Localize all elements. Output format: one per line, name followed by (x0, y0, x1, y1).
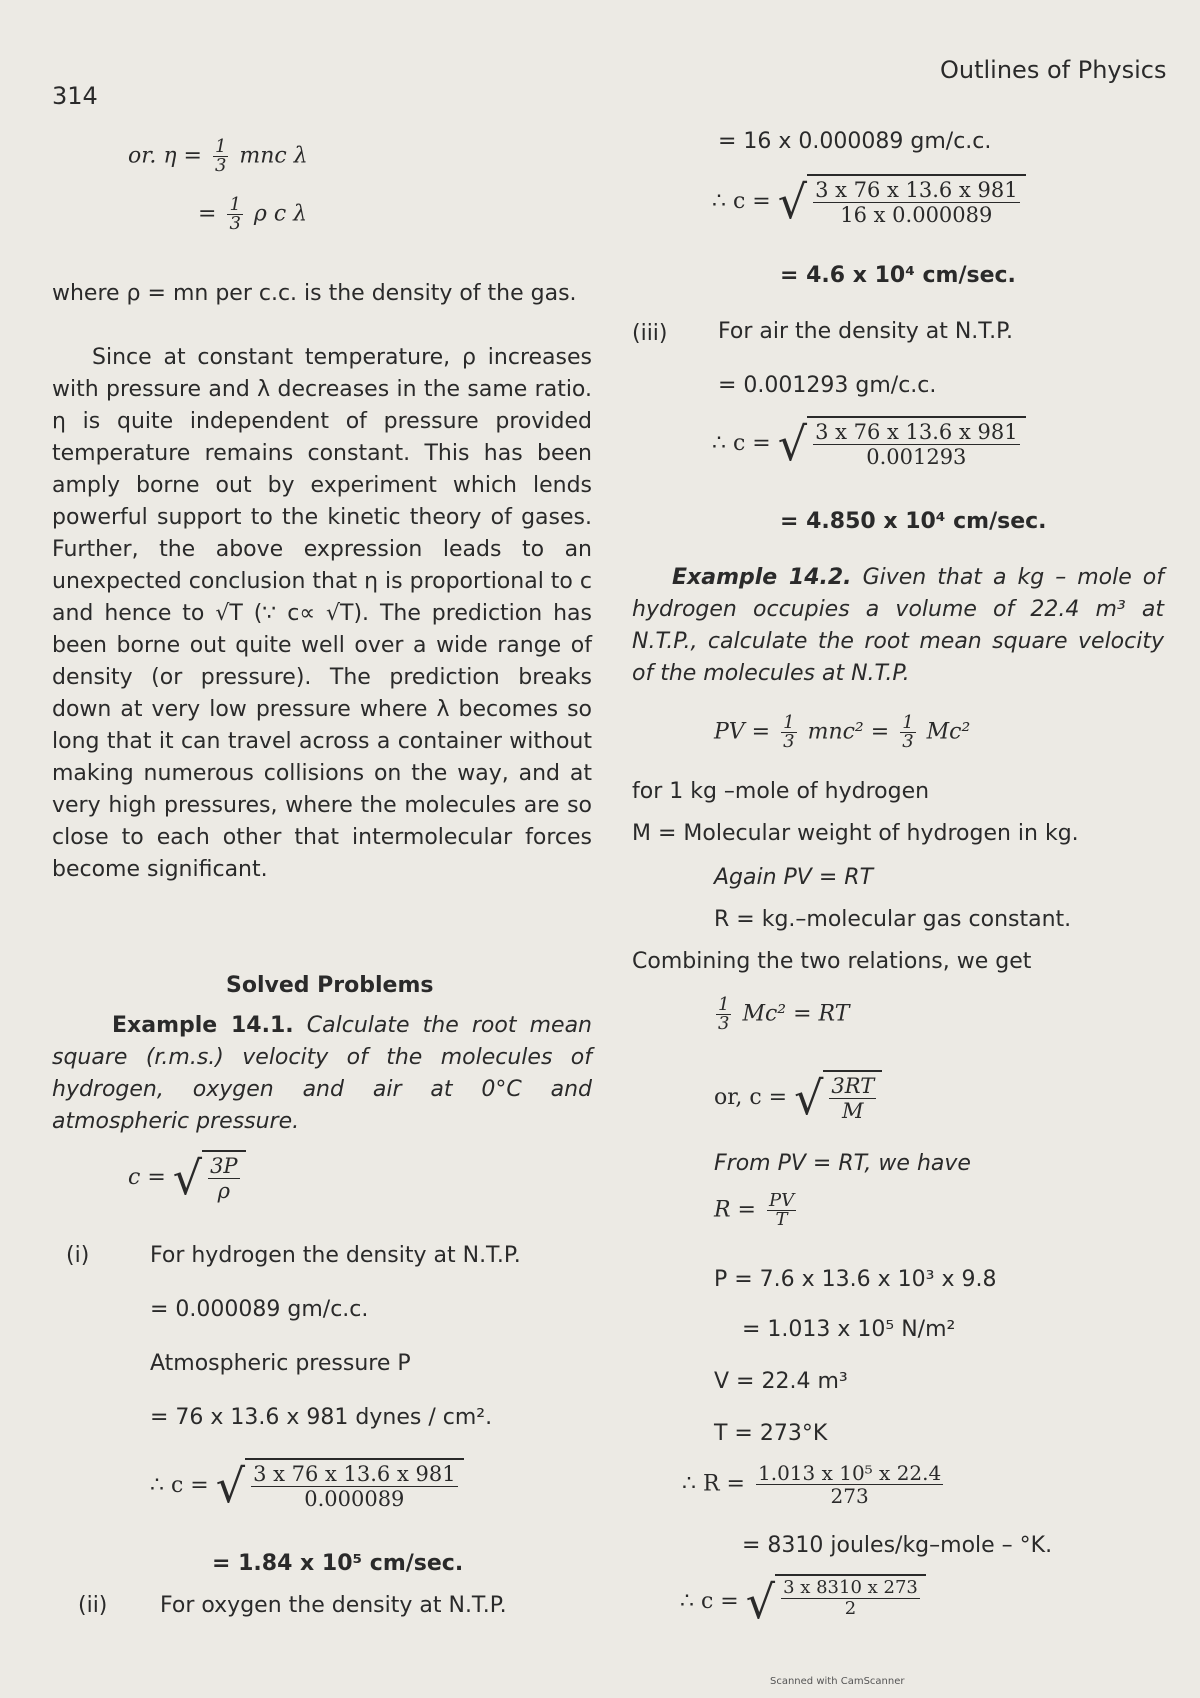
result-oxygen: = 4.6 x 10⁴ cm/sec. (780, 263, 1016, 288)
fraction-one-third: $\frac{1}{3}$ (902, 712, 914, 752)
fraction-r (756, 1462, 943, 1507)
item-text-iii: For air the density at N.T.P. (718, 319, 1013, 344)
volume-value: V = 22.4 m³ (714, 1369, 848, 1394)
radical: √ $\frac{3 x 76 x 13.6 x 981}{0.001293}$ (778, 416, 1026, 472)
equation-c-oxygen (712, 174, 1026, 230)
radical-num: 3 x 76 x 13.6 x 981 (815, 178, 1018, 202)
example-14-2 (632, 562, 1164, 690)
paragraph-density: where ρ = mn per c.c. is the density of the gas. (52, 281, 577, 306)
page-number: 314 (52, 82, 98, 110)
equation-r-pv-t (714, 1192, 800, 1229)
again-pv-rt: Again PV = RT (714, 865, 874, 890)
eq-lhs: ∴ c = (680, 1589, 739, 1614)
from-pv-rt: From PV = RT, we have (714, 1151, 971, 1176)
fraction-one-third: $\frac{1}{3}$ (718, 994, 730, 1034)
frac-num: 1.013 x 10⁵ x 22.4 (757, 1461, 942, 1485)
pressure-value-si: = 1.013 x 10⁵ N/m² (742, 1317, 956, 1342)
frac-den: T (775, 1209, 788, 1230)
frac-den: 273 (830, 1484, 869, 1508)
molecular-weight-definition: M = Molecular weight of hydrogen in kg. (632, 821, 1079, 846)
radical: √ $\frac{3RT}{M}$ (794, 1070, 882, 1126)
atm-pressure-label: Atmospheric pressure P (150, 1351, 411, 1376)
fraction-pv-t (767, 1192, 796, 1229)
example-14-1 (52, 1010, 592, 1138)
gas-constant-result: = 8310 joules/kg–mole – °K. (742, 1533, 1053, 1558)
radical-num: 3P (210, 1154, 238, 1178)
equation-mc2-rt (712, 996, 849, 1033)
equation-pv (714, 714, 970, 751)
eq-lhs: ∴ c = (712, 189, 771, 214)
eq-lhs: ∴ R = (682, 1471, 745, 1497)
hydrogen-density: = 0.000089 gm/c.c. (150, 1297, 369, 1322)
equation-c-final (680, 1574, 926, 1630)
item-label-ii: (ii) (78, 1593, 108, 1618)
radical-den: 16 x 0.000089 (840, 203, 993, 227)
radical-num: 3RT (831, 1074, 875, 1098)
eq-eta-1-lhs: or. η = (128, 143, 202, 169)
radical-num: 3 x 76 x 13.6 x 981 (815, 420, 1018, 444)
item-label-iii: (iii) (632, 321, 668, 346)
formula-rms (128, 1150, 246, 1206)
item-text-i: For hydrogen the density at N.T.P. (150, 1243, 521, 1268)
temperature-value: T = 273°K (714, 1421, 828, 1446)
eq-rhs: Mc² (926, 719, 971, 745)
fraction-one-third (213, 138, 228, 175)
example-label: Example 14.2. (672, 565, 852, 590)
eq-mid: mnc² = (807, 719, 890, 745)
eq-lhs: ∴ c = (150, 1473, 209, 1498)
eq-eta-2-eq: = (198, 201, 217, 227)
eq-lhs: R = (714, 1197, 756, 1223)
radical-den: 0.001293 (866, 445, 967, 469)
example-label: Example 14.1. (112, 1013, 294, 1038)
scanner-footer: Scanned with CamScanner (770, 1676, 905, 1687)
example-text: Given that a kg – mole of hydrogen occupies a volume of 22.4 m³ at N.T.P., calculate the root mean square velocity of the molecules at N.T.P. (632, 565, 1164, 686)
eq-eta-2-rhs: ρ c λ (253, 201, 308, 227)
paragraph-viscosity: Since at constant temperature, ρ increases with pressure and λ decreases in the same ratio. η is quite independent of pressure provided temperature remains constant. This has been amply borne out by experiment which lends powerful support to the kinetic theory of gases. Further, the above expression leads to an unexpected conclusion that η is proportional to c and hence to √T (∵ c∝ √T). The prediction has been borne out quite well over a wide range of density (or pressure). The prediction breaks down at very low pressure where λ becomes so long that it can travel across a container without making numerous collisions on the way, and at very high pressures, where the molecules are so close to each other that intermolecular forces become significant. (52, 345, 592, 882)
equation-c-air (712, 416, 1026, 472)
for-one-kg-mole: for 1 kg –mole of hydrogen (632, 779, 930, 804)
radical: √ $\frac{3 x 76 x 13.6 x 981}{0.000089}$ (216, 1458, 464, 1514)
running-title: Outlines of Physics (940, 56, 1167, 84)
pressure-value: P = 7.6 x 13.6 x 10³ x 9.8 (714, 1267, 997, 1292)
radical: √ $\frac{3 x 8310 x 273}{2}$ (746, 1574, 926, 1630)
result-air: = 4.850 x 10⁴ cm/sec. (780, 509, 1047, 534)
eq-body: Mc² = RT (742, 1001, 850, 1027)
radical: √ $\frac{3 x 76 x 13.6 x 981}{16 x 0.000089}$ (778, 174, 1026, 230)
radical: √ $\frac{3P}{\rho}$ (173, 1150, 246, 1206)
air-density: = 0.001293 gm/c.c. (718, 373, 937, 398)
equation-r-value (682, 1462, 947, 1507)
eq-lhs: PV = (714, 719, 771, 745)
combining-relations: Combining the two relations, we get (632, 949, 1032, 974)
fraction-one-third: $\frac{1}{3}$ (783, 712, 795, 752)
radical-den: 0.000089 (304, 1487, 405, 1511)
radical-den: M (842, 1099, 864, 1123)
eq-lhs: ∴ c = (712, 431, 771, 456)
eq-lhs: or, c = (714, 1085, 788, 1110)
radical-den: 2 (844, 1598, 857, 1619)
example-text: Calculate the root mean square (r.m.s.) velocity of the molecules of hydrogen, oxygen and air at 0°C and atmospheric pressure. (52, 1013, 592, 1134)
fraction-one-third (227, 196, 242, 233)
radical-den: ρ (217, 1179, 230, 1203)
radical-num: 3 x 8310 x 273 (783, 1577, 918, 1598)
frac-den: 3 (214, 155, 227, 176)
radical-num: 3 x 76 x 13.6 x 981 (253, 1462, 456, 1486)
oxygen-density: = 16 x 0.000089 gm/c.c. (718, 129, 992, 154)
eq-eta-1-rhs: mnc λ (239, 143, 308, 169)
eq-eta-1 (128, 138, 308, 175)
gas-constant-definition: R = kg.–molecular gas constant. (714, 907, 1072, 932)
frac-num: 1 (214, 136, 227, 157)
eq-eta-2 (198, 196, 307, 233)
atm-pressure-value: = 76 x 13.6 x 981 dynes / cm². (150, 1405, 493, 1430)
equation-c-hydrogen (150, 1458, 464, 1514)
item-text-ii: For oxygen the density at N.T.P. (160, 1593, 507, 1618)
equation-c-3rt-m (714, 1070, 882, 1126)
section-heading-solved-problems: Solved Problems (226, 973, 434, 998)
frac-den: 3 (229, 213, 241, 234)
result-hydrogen: = 1.84 x 10⁵ cm/sec. (212, 1551, 464, 1576)
frac-num: PV (769, 1190, 795, 1211)
frac-num: 1 (229, 194, 241, 215)
formula-lhs: c = (128, 1165, 166, 1190)
item-label-i: (i) (66, 1243, 90, 1268)
